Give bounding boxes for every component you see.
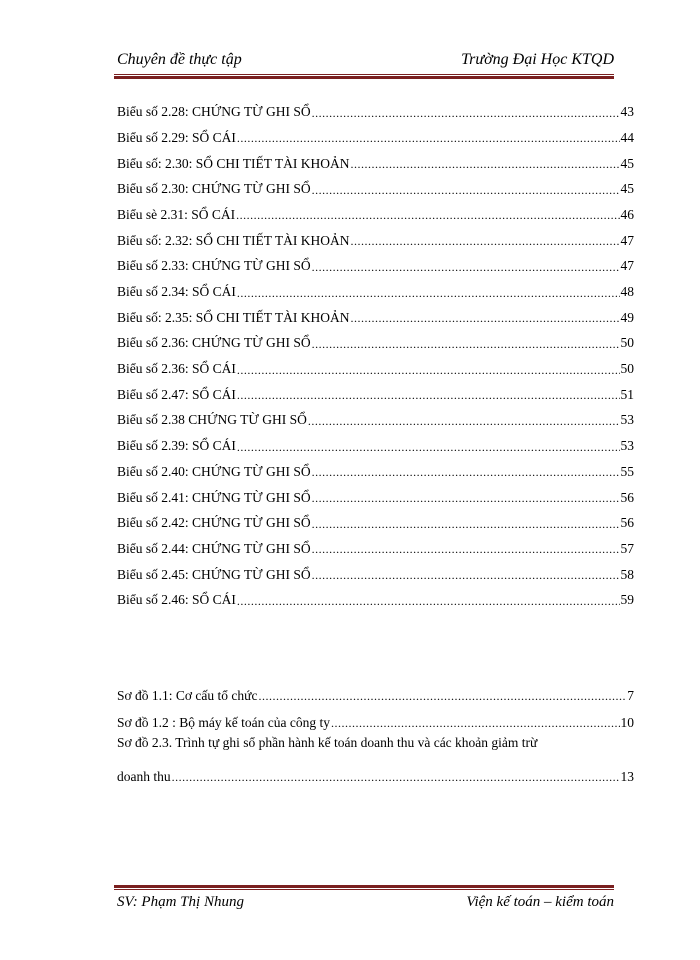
bieu-row-label: Biểu số 2.41: CHỨNG TỪ GHI SỔ (117, 489, 311, 505)
bieu-row (117, 324, 634, 350)
sodo-row-label: Sơ đồ 1.2 : Bộ máy kế toán của công ty (117, 714, 330, 730)
bieu-row-label: Biểu số 2.30: CHỨNG TỪ GHI SỔ (117, 181, 311, 197)
footer-left-text: SV: Phạm Thị Nhung (117, 894, 244, 910)
figure-list-sodo (117, 675, 634, 783)
footer-rule-thin (114, 889, 614, 890)
bieu-row-page: 55 (620, 463, 634, 479)
bieu-row (117, 221, 634, 247)
bieu-row-label: Biểu số 2.36: CHỨNG TỪ GHI SỔ (117, 335, 311, 351)
bieu-row-label: Biểu số: 2.30: SỔ CHI TIẾT TÀI KHOẢN (117, 155, 350, 171)
footer-rule-thick (114, 885, 614, 888)
leader-dots (308, 415, 620, 427)
bieu-row-page: 58 (620, 566, 634, 582)
leader-dots (172, 771, 620, 783)
bieu-row-page: 43 (620, 104, 634, 120)
sodo-long-page: 13 (620, 768, 634, 784)
leader-dots (351, 158, 620, 170)
leader-dots (236, 209, 619, 221)
bieu-row-page: 50 (620, 361, 634, 377)
leader-dots (312, 261, 620, 273)
footer-right-text: Viện kế toán – kiểm toán (466, 894, 614, 910)
bieu-row-page: 47 (620, 258, 634, 274)
bieu-row (117, 170, 634, 196)
bieu-row (117, 119, 634, 145)
bieu-row-label: Biểu sè 2.31: SỔ CÁI (117, 206, 236, 222)
bieu-row (117, 504, 634, 530)
leader-dots (237, 132, 620, 144)
bieu-row (117, 530, 634, 556)
bieu-row (117, 247, 634, 273)
bieu-row-label: Biểu số 2.44: CHỨNG TỪ GHI SỔ (117, 540, 311, 556)
bieu-row-page: 51 (620, 386, 634, 402)
leader-dots (237, 441, 620, 453)
table-list-bieu (117, 93, 634, 607)
bieu-row (117, 478, 634, 504)
bieu-row-label: Biểu số 2.40: CHỨNG TỪ GHI SỔ (117, 463, 311, 479)
leader-dots (312, 184, 620, 196)
bieu-row-page: 47 (620, 232, 634, 248)
header-rule-thin (114, 74, 614, 75)
sodo-long-line1: Sơ đồ 2.3. Trình tự ghi sổ phần hành kế toán doanh thu và các khoản giảm trừ (117, 735, 538, 750)
leader-dots (312, 492, 620, 504)
leader-dots (312, 518, 620, 530)
leader-dots (351, 235, 620, 247)
bieu-row-page: 45 (620, 155, 634, 171)
bieu-row (117, 273, 634, 299)
leader-dots (351, 312, 620, 324)
leader-dots (312, 543, 620, 555)
bieu-row-page: 57 (620, 540, 634, 556)
leader-dots (331, 717, 620, 729)
leader-dots (312, 338, 620, 350)
bieu-row-label: Biểu số 2.45: CHỨNG TỪ GHI SỔ (117, 566, 311, 582)
leader-dots (312, 569, 620, 581)
bieu-row (117, 299, 634, 325)
bieu-row-label: Biểu số: 2.32: SỔ CHI TIẾT TÀI KHOẢN (117, 232, 350, 248)
bieu-row (117, 555, 634, 581)
bieu-row (117, 144, 634, 170)
leader-dots (237, 364, 620, 376)
bieu-row-page: 46 (620, 206, 634, 222)
bieu-row-label: Biểu số 2.42: CHỨNG TỪ GHI SỔ (117, 515, 311, 531)
bieu-row (117, 196, 634, 222)
sodo-row-label: Sơ đồ 1.1: Cơ cấu tổ chức (117, 687, 258, 703)
leader-dots (312, 466, 620, 478)
sodo-row-page: 7 (627, 687, 634, 703)
header-left-text: Chuyên đề thực tập (117, 51, 242, 68)
leader-dots (237, 389, 620, 401)
bieu-row-page: 59 (620, 592, 634, 608)
bieu-row (117, 376, 634, 402)
bieu-row (117, 581, 634, 607)
leader-dots (237, 287, 620, 299)
bieu-row-label: Biểu số 2.33: CHỨNG TỪ GHI SỔ (117, 258, 311, 274)
bieu-row-page: 56 (620, 515, 634, 531)
bieu-row (117, 427, 634, 453)
bieu-row-label: Biểu số: 2.35: SỔ CHI TIẾT TÀI KHOẢN (117, 309, 350, 325)
bieu-row-page: 48 (620, 284, 634, 299)
bieu-row (117, 401, 634, 427)
bieu-row-label: Biểu số 2.38 CHỨNG TỪ GHI SỔ (117, 412, 307, 428)
page-header (117, 48, 614, 72)
leader-dots (237, 595, 620, 607)
bieu-row-label: Biểu số 2.36: SỔ CÁI (117, 361, 236, 377)
bieu-row-label: Biểu số 2.47: SỔ CÁI (117, 386, 236, 402)
bieu-row-label: Biểu số 2.28: CHỨNG TỪ GHI SỔ (117, 104, 311, 120)
bieu-row-page: 53 (620, 412, 634, 428)
leader-dots (312, 107, 620, 119)
bieu-row (117, 93, 634, 119)
sodo-row (117, 675, 634, 702)
bieu-row-page: 53 (620, 438, 634, 454)
sodo-long-line2-row (117, 756, 634, 783)
bieu-row-label: Biểu số 2.34: SỔ CÁI (117, 284, 236, 299)
sodo-row (117, 702, 634, 729)
header-right-text: Trường Đại Học KTQD (461, 51, 614, 68)
bieu-row-page: 50 (620, 335, 634, 351)
bieu-row-page: 49 (620, 309, 634, 325)
page-footer (117, 892, 614, 914)
header-rule-thick (114, 76, 614, 79)
leader-dots (258, 690, 626, 702)
bieu-row-page: 44 (620, 129, 634, 145)
bieu-row (117, 453, 634, 479)
bieu-row-label: Biểu số 2.29: SỔ CÁI (117, 129, 236, 145)
bieu-row-label: Biểu số 2.39: SỔ CÁI (117, 438, 236, 454)
bieu-row-page: 56 (620, 489, 634, 505)
bieu-row-page: 45 (620, 181, 634, 197)
sodo-row-page: 10 (620, 714, 634, 730)
sodo-long-line2: doanh thu (117, 768, 171, 784)
bieu-row (117, 350, 634, 376)
bieu-row-label: Biểu số 2.46: SỔ CÁI (117, 592, 236, 608)
